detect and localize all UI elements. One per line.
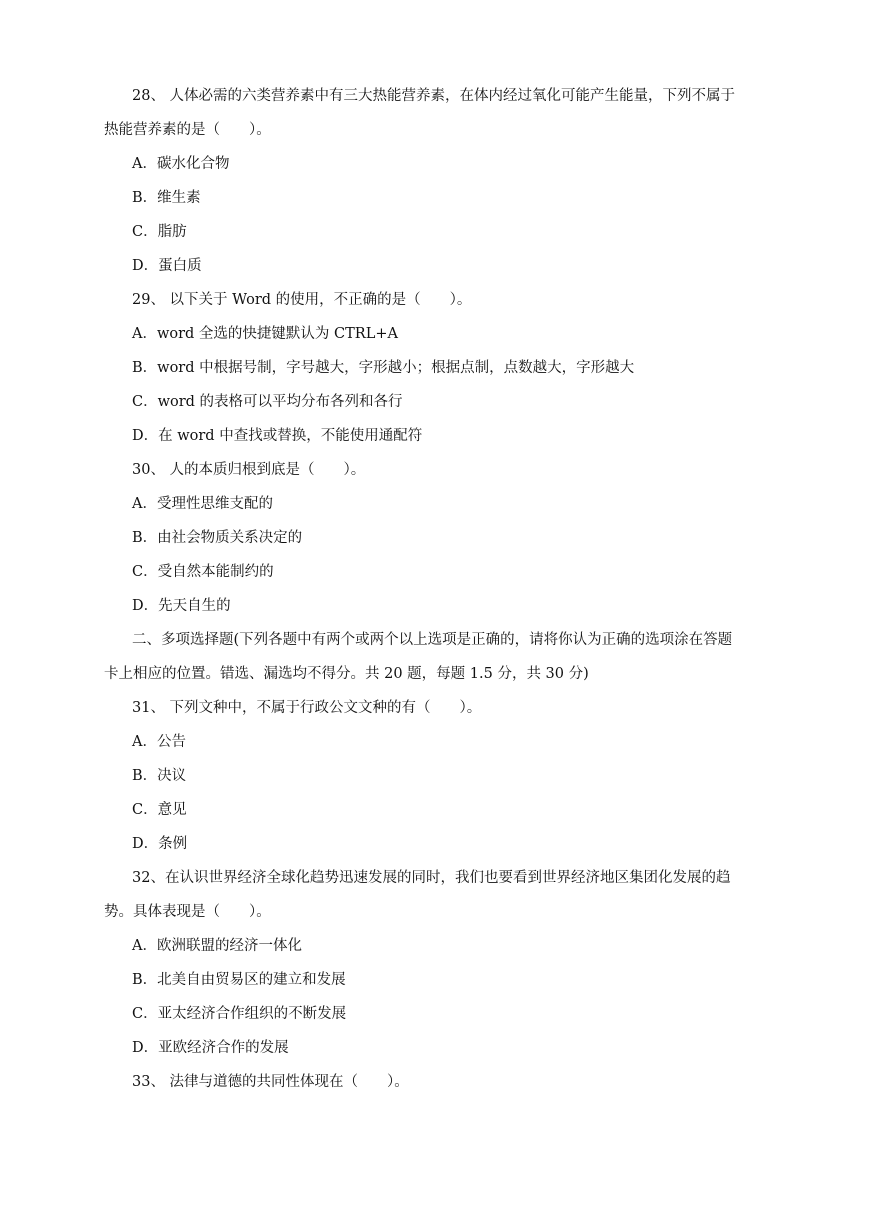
question-32-option-b: B．北美自由贸易区的建立和发展 <box>132 972 346 988</box>
question-28-option-c: C．脂肪 <box>132 224 187 240</box>
question-31-option-c: C．意见 <box>132 802 187 818</box>
section-multiple-choice-heading <box>104 630 772 698</box>
question-33-line-1: 33、 法律与道德的共同性体现在（ ）。 <box>132 1074 409 1090</box>
question-32 <box>104 868 772 1072</box>
question-33 <box>132 1072 772 1092</box>
question-29 <box>132 290 772 460</box>
question-32-line-1: 32、在认识世界经济全球化趋势迅速发展的同时，我们也要看到世界经济地区集团化发展的趋 <box>132 870 731 886</box>
question-31 <box>132 698 772 868</box>
question-31-option-d: D．条例 <box>132 836 188 852</box>
section-heading-line-1: 二、多项选择题(下列各题中有两个或两个以上选项是正确的，请将你认为正确的选项涂在答题 <box>132 632 733 648</box>
question-28-option-b: B．维生素 <box>132 190 201 206</box>
question-29-option-b: B．word 中根据号制，字号越大，字形越小；根据点制，点数越大，字形越大 <box>132 360 635 376</box>
question-30 <box>132 460 772 630</box>
question-32-line-2: 势。具体表现是（ ）。 <box>104 904 271 920</box>
question-28 <box>104 86 772 290</box>
question-30-option-c: C．受自然本能制约的 <box>132 564 274 580</box>
question-30-option-b: B．由社会物质关系决定的 <box>132 530 303 546</box>
question-29-option-d: D．在 word 中查找或替换，不能使用通配符 <box>132 428 423 444</box>
question-32-option-c: C．亚太经济合作组织的不断发展 <box>132 1006 347 1022</box>
section-heading-line-2: 卡上相应的位置。错选、漏选均不得分。共 20 题，每题 1.5 分，共 30 分) <box>104 666 589 682</box>
question-32-option-a: A．欧洲联盟的经济一体化 <box>132 938 302 954</box>
question-29-option-c: C．word 的表格可以平均分布各列和各行 <box>132 394 403 410</box>
question-29-line-1: 29、 以下关于 Word 的使用，不正确的是（ ）。 <box>132 292 472 308</box>
question-31-option-a: A．公告 <box>132 734 186 750</box>
question-30-line-1: 30、 人的本质归根到底是（ ）。 <box>132 462 366 478</box>
question-28-line-2: 热能营养素的是（ ）。 <box>104 122 271 138</box>
question-31-line-1: 31、 下列文种中，不属于行政公文文种的有（ ）。 <box>132 700 482 716</box>
question-28-line-1: 28、 人体必需的六类营养素中有三大热能营养素，在体内经过氧化可能产生能量，下列不属于 <box>132 88 736 104</box>
question-28-option-d: D．蛋白质 <box>132 258 202 274</box>
question-28-option-a: A．碳水化合物 <box>132 156 230 172</box>
question-29-option-a: A．word 全选的快捷键默认为 CTRL+A <box>132 326 398 342</box>
question-30-option-a: A．受理性思维支配的 <box>132 496 273 512</box>
question-31-option-b: B．决议 <box>132 768 187 784</box>
document-content <box>104 86 772 1092</box>
question-32-option-d: D．亚欧经济合作的发展 <box>132 1040 289 1056</box>
question-30-option-d: D．先天自生的 <box>132 598 231 614</box>
